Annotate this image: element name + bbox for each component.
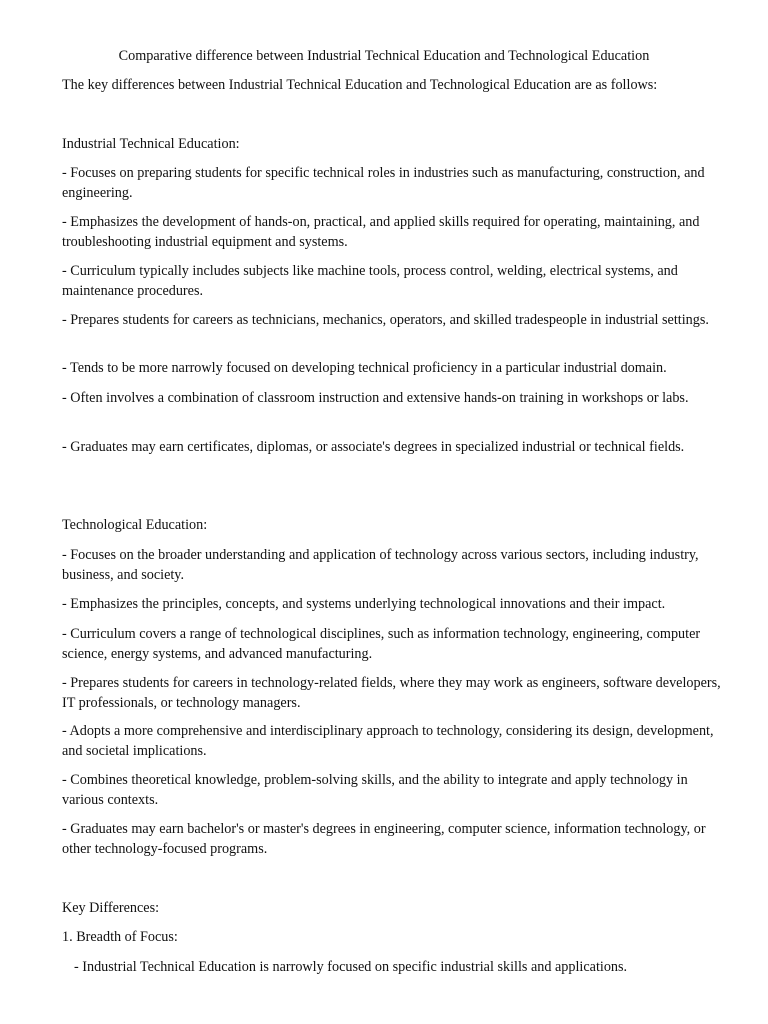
intro-paragraph: The key differences between Industrial Technical Education and Technological Education are as follows: [62, 77, 658, 93]
industrial-point: - Graduates may earn certificates, diplomas, or associate's degrees in specialized industrial or technical fields. [62, 439, 685, 455]
technological-point: - Focuses on the broader understanding and application of technology across various sectors, including industry, business, and society. [62, 547, 699, 583]
industrial-point: - Often involves a combination of classroom instruction and extensive hands-on training in workshops or labs. [62, 390, 689, 406]
technological-heading: Technological Education: [62, 517, 208, 533]
key-differences-heading: Key Differences: [62, 900, 160, 916]
key-difference-point: - Industrial Technical Education is narrowly focused on specific industrial skills and applications. [74, 959, 628, 975]
technological-point: - Graduates may earn bachelor's or master's degrees in engineering, computer science, information technology, or other technology-focused programs. [62, 821, 706, 857]
industrial-point: - Emphasizes the development of hands-on, practical, and applied skills required for operating, maintaining, and troubleshooting industrial equipment and systems. [62, 214, 700, 250]
key-difference-title: 1. Breadth of Focus: [62, 929, 178, 945]
technological-point: - Curriculum covers a range of technological disciplines, such as information technology, engineering, computer science, energy systems, and advanced manufacturing. [62, 626, 701, 662]
technological-point: - Combines theoretical knowledge, problem-solving skills, and the ability to integrate and apply technology in various contexts. [62, 772, 688, 808]
technological-point: - Adopts a more comprehensive and interdisciplinary approach to technology, considering its design, development, and societal implications. [62, 723, 714, 759]
industrial-point: - Prepares students for careers as technicians, mechanics, operators, and skilled tradespeople in industrial settings. [62, 312, 709, 328]
technological-point: - Prepares students for careers in technology-related fields, where they may work as engineers, software developers, IT professionals, or technology managers. [62, 675, 721, 711]
technological-point: - Emphasizes the principles, concepts, and systems underlying technological innovations and their impact. [62, 596, 666, 612]
industrial-point: - Tends to be more narrowly focused on developing technical proficiency in a particular industrial domain. [62, 360, 667, 376]
industrial-point: - Curriculum typically includes subjects like machine tools, process control, welding, electrical systems, and maintenance procedures. [62, 263, 678, 299]
document-title: Comparative difference between Industrial Technical Education and Technological Education [118, 48, 650, 64]
industrial-heading: Industrial Technical Education: [62, 136, 240, 152]
industrial-point: - Focuses on preparing students for specific technical roles in industries such as manufacturing, construction, and engineering. [62, 165, 705, 201]
